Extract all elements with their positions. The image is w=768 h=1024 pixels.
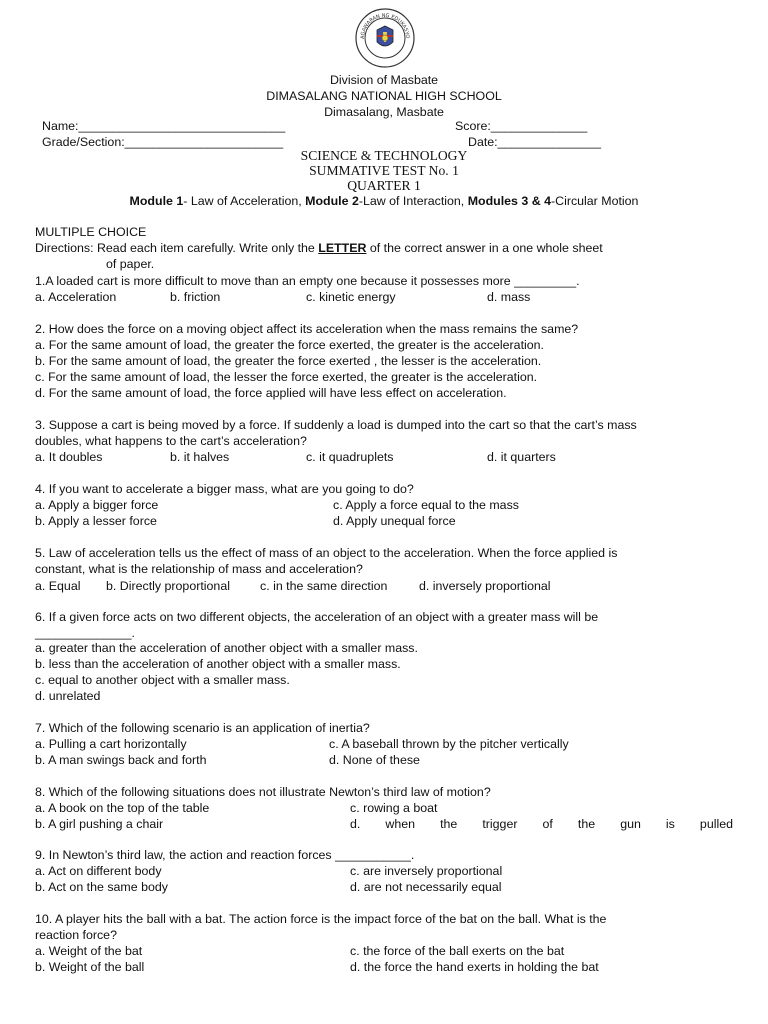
q4-option-b: b. Apply a lesser force <box>35 514 157 528</box>
module-1-label: Module 1 <box>129 194 184 208</box>
q8d-word: gun <box>620 817 641 831</box>
directions-letter-emphasis: LETTER <box>318 241 367 255</box>
q9-option-a: a. Act on different body <box>35 864 162 878</box>
q8-option-b: b. A girl pushing a chair <box>35 817 164 831</box>
q2-option-a: a. For the same amount of load, the greater the force exerted, the greater is the acceleration. <box>35 338 544 352</box>
q6-option-a: a. greater than the acceleration of another object with a smaller mass. <box>35 641 418 655</box>
question-8: 8. Which of the following situations does not illustrate Newton’s third law of motion? <box>35 785 491 799</box>
modules-3-4-label: Modules 3 & 4 <box>467 194 551 208</box>
modules-3-4-topic: -Circular Motion <box>551 194 639 208</box>
modules-line <box>0 193 768 209</box>
q4-option-d: d. Apply unequal force <box>333 514 456 528</box>
q8-option-c: c. rowing a boat <box>350 801 438 815</box>
q5-option-d: d. inversely proportional <box>419 579 551 593</box>
question-1: 1.A loaded cart is more difficult to move than an empty one because it possesses more _________. <box>35 274 580 288</box>
directions-text: Directions: Read each item carefully. Write only the <box>35 241 319 255</box>
module-2-label: Module 2 <box>305 194 359 208</box>
q8d-word: d. <box>350 817 361 831</box>
name-field: Name:______________________________ <box>42 119 286 133</box>
question-10-line-1: 10. A player hits the ball with a bat. The action force is the impact force of the bat on the ball. What is the <box>35 912 607 926</box>
q5-option-a: a. Equal <box>35 579 81 593</box>
question-6-line-1: 6. If a given force acts on two different objects, the acceleration of an object with a greater mass will be <box>35 610 599 624</box>
q6-option-d: d. unrelated <box>35 689 101 703</box>
question-10-line-2: reaction force? <box>35 928 117 942</box>
q1-option-c: c. kinetic energy <box>306 290 396 304</box>
q8d-word: when <box>385 817 416 831</box>
question-6-blank: ______________. <box>35 626 135 640</box>
school-name: DIMASALANG NATIONAL HIGH SCHOOL <box>266 89 502 103</box>
q8d-word: the <box>440 817 458 831</box>
q3-option-a: a. It doubles <box>35 450 103 464</box>
module-1-topic: - Law of Acceleration, <box>183 194 306 208</box>
q4-option-a: a. Apply a bigger force <box>35 498 159 512</box>
q2-option-b: b. For the same amount of load, the greater the force exerted , the lesser is the acceleration. <box>35 354 542 368</box>
question-3-line-1: 3. Suppose a cart is being moved by a force. If suddenly a load is dumped into the cart so that the cart’s mass <box>35 418 637 432</box>
q1-option-b: b. friction <box>170 290 221 304</box>
q8d-word: trigger <box>482 817 518 831</box>
q7-option-c: c. A baseball thrown by the pitcher vertically <box>329 737 569 751</box>
school-location: Dimasalang, Masbate <box>324 105 444 119</box>
q9-option-d: d. are not necessarily equal <box>350 880 502 894</box>
question-7: 7. Which of the following scenario is an application of inertia? <box>35 721 370 735</box>
module-2-topic: -Law of Interaction, <box>358 194 468 208</box>
division-name: Division of Masbate <box>329 73 439 87</box>
q8-option-d <box>350 816 733 832</box>
deped-seal-logo <box>355 8 415 68</box>
q5-option-b: b. Directly proportional <box>106 579 230 593</box>
q2-option-c: c. For the same amount of load, the lesser the force exerted, the greater is the acceleration. <box>35 370 538 384</box>
q8d-word: the <box>577 817 596 831</box>
q3-option-b: b. it halves <box>170 450 230 464</box>
q4-option-c: c. Apply a force equal to the mass <box>333 498 519 512</box>
q8d-word: of <box>542 817 553 831</box>
q10-option-c: c. the force of the ball exerts on the bat <box>350 944 565 958</box>
q2-option-d: d. For the same amount of load, the force applied will have less effect on acceleration. <box>35 386 507 400</box>
question-9: 9. In Newton’s third law, the action and reaction forces ___________. <box>35 848 415 862</box>
directions-line-2: of paper. <box>106 257 155 271</box>
q10-option-a: a. Weight of the bat <box>35 944 143 958</box>
q10-option-d: d. the force the hand exerts in holding the bat <box>350 960 599 974</box>
question-5-line-1: 5. Law of acceleration tells us the effect of mass of an object to the acceleration. When the force applied is <box>35 546 618 560</box>
q3-option-c: c. it quadruplets <box>306 450 394 464</box>
q7-option-d: d. None of these <box>329 753 420 767</box>
q8d-word: pulled <box>699 817 733 831</box>
q5-option-c: c. in the same direction <box>260 579 388 593</box>
directions-text-end: of the correct answer in a one whole sheet <box>366 241 603 255</box>
q6-option-b: b. less than the acceleration of another object with a smaller mass. <box>35 657 401 671</box>
date-field: Date:_______________ <box>468 135 601 149</box>
q6-option-c: c. equal to another object with a smaller mass. <box>35 673 290 687</box>
q8-option-a: a. A book on the top of the table <box>35 801 210 815</box>
q7-option-b: b. A man swings back and forth <box>35 753 207 767</box>
q7-option-a: a. Pulling a cart horizontally <box>35 737 187 751</box>
quarter-title: QUARTER 1 <box>347 178 421 193</box>
test-title: SUMMATIVE TEST No. 1 <box>309 163 459 178</box>
subject-title: SCIENCE & TECHNOLOGY <box>300 148 468 163</box>
question-5-line-2: constant, what is the relationship of mass and acceleration? <box>35 562 363 576</box>
q8d-word: is <box>665 817 675 831</box>
directions-line-1 <box>35 240 603 256</box>
q1-option-a: a. Acceleration <box>35 290 117 304</box>
section-heading: MULTIPLE CHOICE <box>35 225 147 239</box>
svg-text:KAGAWARAN NG EDUKASYON: AGAWARAN NG EDUKASYO <box>359 12 411 40</box>
q10-option-b: b. Weight of the ball <box>35 960 145 974</box>
q1-option-d: d. mass <box>487 290 531 304</box>
question-2: 2. How does the force on a moving object affect its acceleration when the mass remains the same? <box>35 322 579 336</box>
score-field: Score:______________ <box>455 119 588 133</box>
q9-option-c: c. are inversely proportional <box>350 864 503 878</box>
question-4: 4. If you want to accelerate a bigger mass, what are you going to do? <box>35 482 414 496</box>
question-3-line-2: doubles, what happens to the cart’s acceleration? <box>35 434 307 448</box>
grade-section-field: Grade/Section:_______________________ <box>42 135 284 149</box>
q3-option-d: d. it quarters <box>487 450 556 464</box>
q9-option-b: b. Act on the same body <box>35 880 168 894</box>
